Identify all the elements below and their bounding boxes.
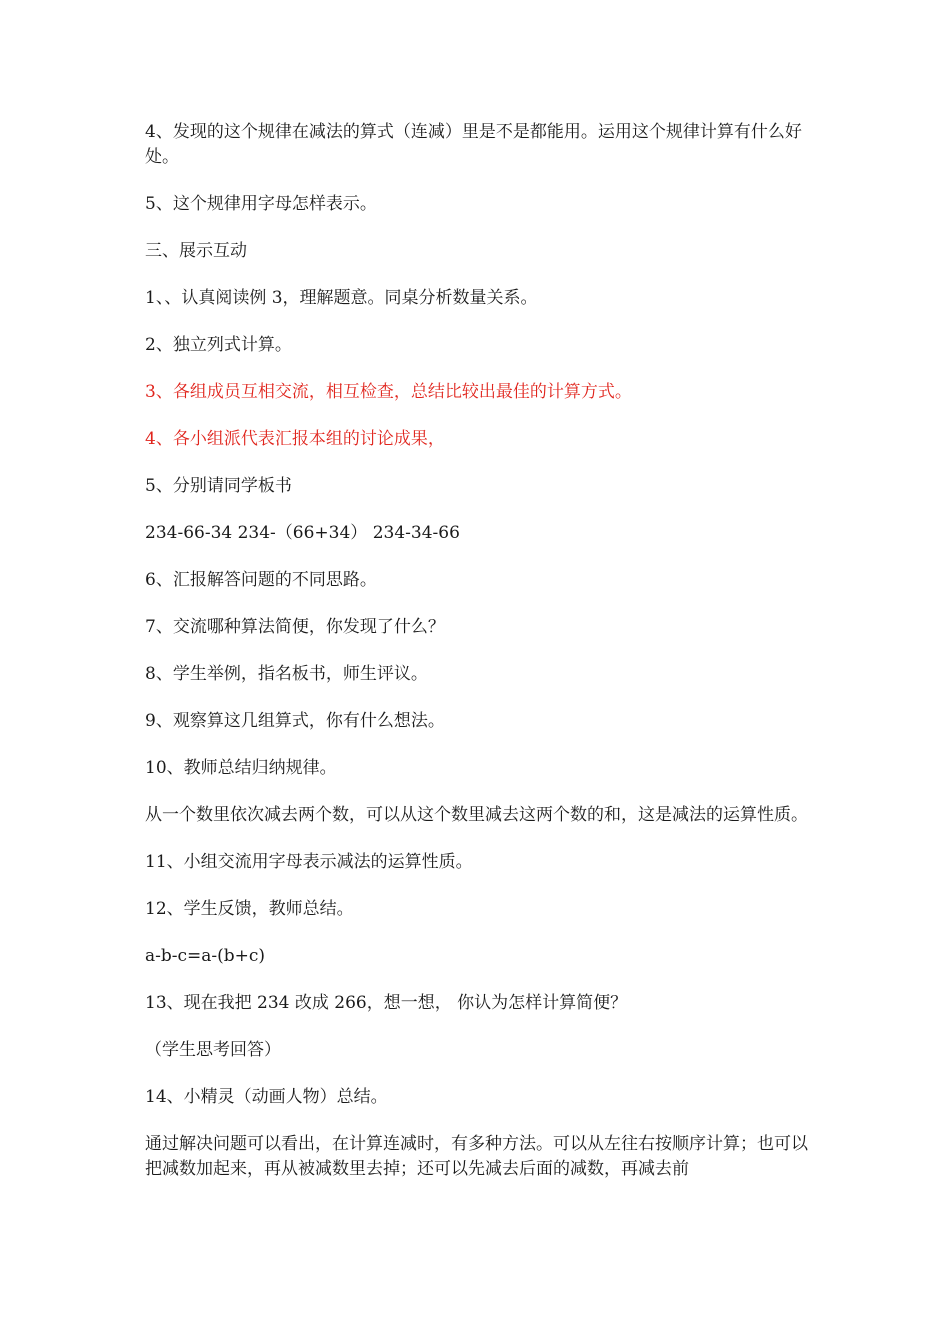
paragraph-step-5-letter-form: 5、这个规律用字母怎样表示。 bbox=[145, 194, 377, 214]
paragraph-step-8: 8、学生举例，指名板书，师生评议。 bbox=[145, 664, 428, 684]
paragraph-step-2-calculate: 2、独立列式计算。 bbox=[145, 335, 292, 355]
paragraph-formula: a-b-c=a-(b+c) bbox=[145, 946, 266, 966]
paragraph-step-4-rule-check: 4、发现的这个规律在减法的算式（连减）里是不是都能用。运用这个规律计算有什么好处。 bbox=[145, 122, 802, 167]
paragraph-step-12: 12、学生反馈，教师总结。 bbox=[145, 899, 354, 919]
paragraph-step-9: 9、观察算这几组算式，你有什么想法。 bbox=[145, 711, 445, 731]
paragraph-step-14: 14、小精灵（动画人物）总结。 bbox=[145, 1087, 388, 1107]
paragraph-step-4-group-report: 4、各小组派代表汇报本组的讨论成果， bbox=[145, 429, 445, 449]
document-page bbox=[145, 120, 810, 1204]
paragraph-student-answer: （学生思考回答） bbox=[145, 1040, 281, 1060]
paragraph-rule-statement: 从一个数里依次减去两个数，可以从这个数里减去这两个数的和，这是减法的运算性质。 bbox=[145, 805, 808, 825]
paragraph-expressions: 234-66-34 234-（66+34） 234-34-66 bbox=[145, 523, 460, 543]
paragraph-step-13: 13、现在我把 234 改成 266，想一想， 你认为怎样计算简便？ bbox=[145, 993, 628, 1013]
paragraph-step-3-group-exchange: 3、各组成员互相交流，相互检查，总结比较出最佳的计算方式。 bbox=[145, 382, 632, 402]
paragraph-step-5-board-writing: 5、分别请同学板书 bbox=[145, 476, 292, 496]
paragraph-step-6: 6、汇报解答问题的不同思路。 bbox=[145, 570, 377, 590]
paragraph-step-1-read-example: 1、、认真阅读例 3，理解题意。同桌分析数量关系。 bbox=[145, 288, 538, 308]
paragraph-summary: 通过解决问题可以看出，在计算连减时，有多种方法。可以从左往右按顺序计算；也可以把减数加起来，再从被减数里去掉；还可以先减去后面的减数，再减去前 bbox=[145, 1134, 808, 1179]
paragraph-step-11: 11、小组交流用字母表示减法的运算性质。 bbox=[145, 852, 473, 872]
paragraph-step-7: 7、交流哪种算法简便，你发现了什么？ bbox=[145, 617, 445, 637]
paragraph-step-10: 10、教师总结归纳规律。 bbox=[145, 758, 337, 778]
section-heading-display-interaction: 三、展示互动 bbox=[145, 241, 247, 261]
